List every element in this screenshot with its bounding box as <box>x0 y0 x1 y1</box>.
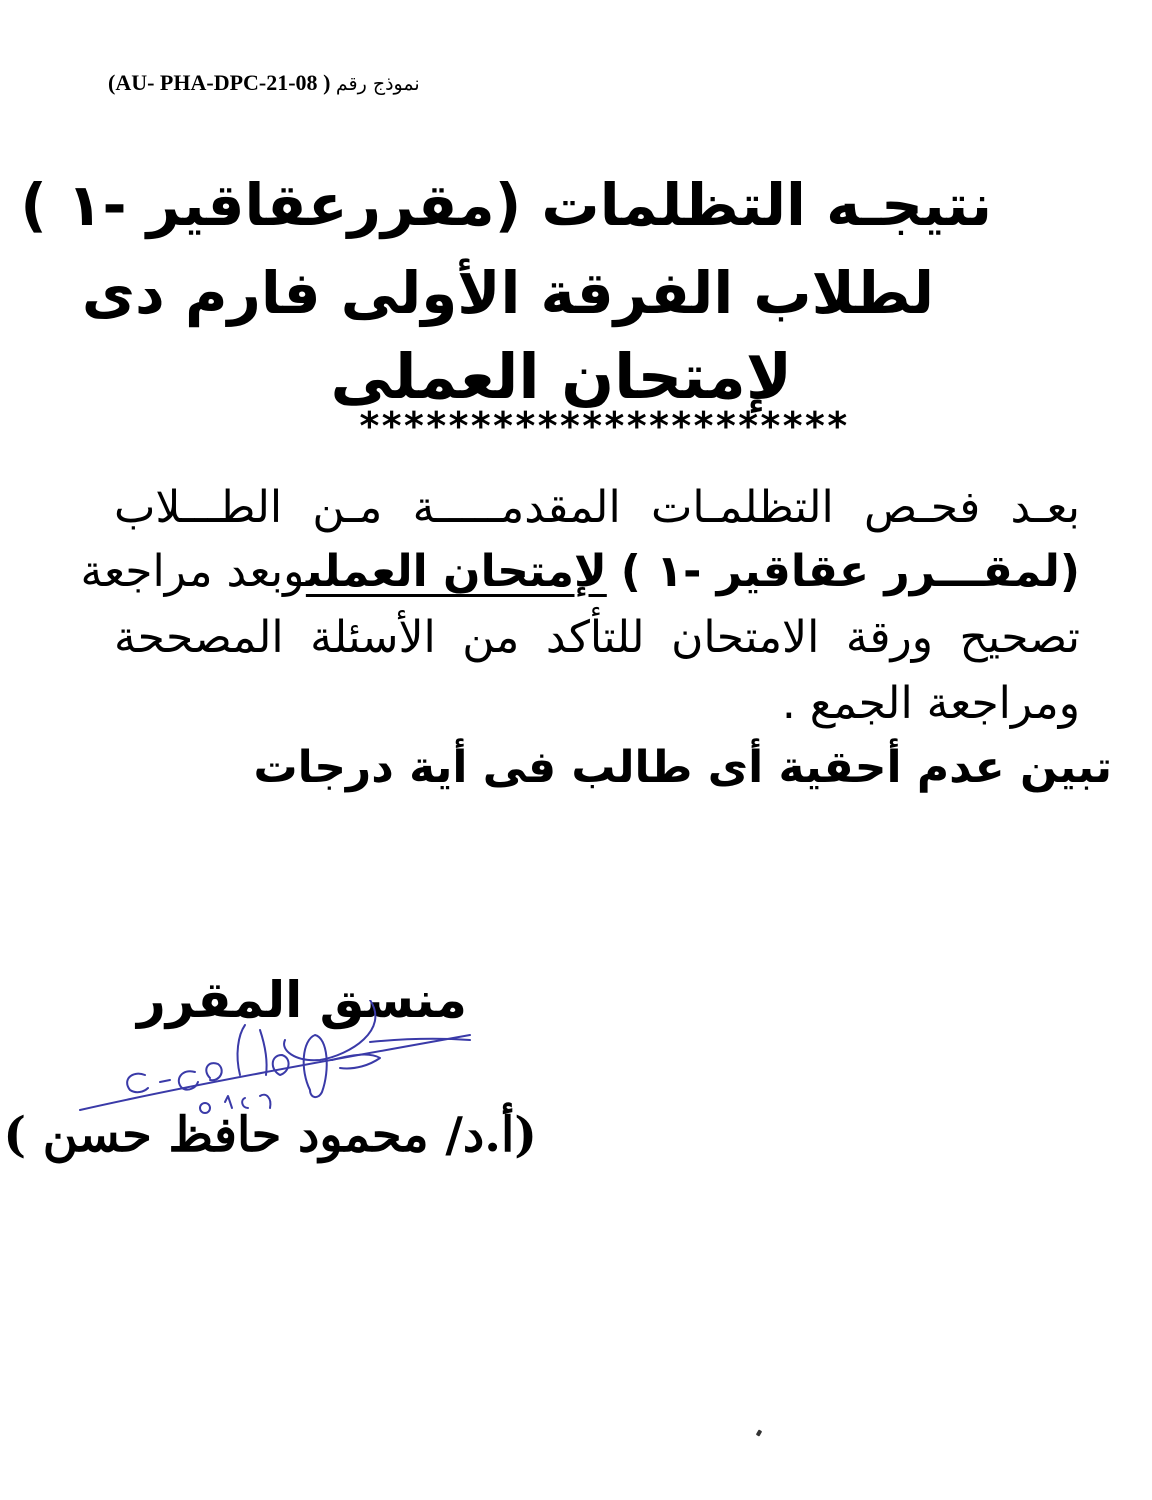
form-code-value: ( AU- PHA-DPC-21-08) <box>108 70 331 95</box>
course-reference: (لمقـــرر عقاقير -١ ) <box>620 546 1080 597</box>
form-code <box>108 70 420 96</box>
title-line-2: لطلاب الفرقة الأولى فارم دى <box>81 259 934 327</box>
title-line-3: لإمتحان العملى <box>330 340 792 413</box>
signatory-role: منسق المقرر <box>136 971 467 1029</box>
body-line-3: تصحيح ورقة الامتحان للتأكد من الأسئلة المصححة <box>114 612 1080 663</box>
signatory-name: (أ.د/ محمود حافظ حسن ) <box>3 1107 537 1163</box>
asterisk-separator: ********************** <box>358 404 849 448</box>
title-line-1: نتيجـه التظلمات (مقررعقاقير -١ ) <box>20 171 992 239</box>
body-line-2 <box>80 540 1080 604</box>
body-line-1: بعـد فحـص التظلمـات المقدمـــــة مـن الطـــلاب <box>114 482 1080 533</box>
scan-artifact <box>756 1429 762 1436</box>
review-text: وبعد مراجعة <box>80 546 306 597</box>
body-line-4: ومراجعة الجمع . <box>781 678 1080 729</box>
practical-exam-underlined: لإمتحان العملى <box>305 546 607 597</box>
form-code-label: نموذج رقم <box>335 73 420 95</box>
conclusion-line: تبين عدم أحقية أى طالب فى أية درجات <box>253 742 1112 793</box>
